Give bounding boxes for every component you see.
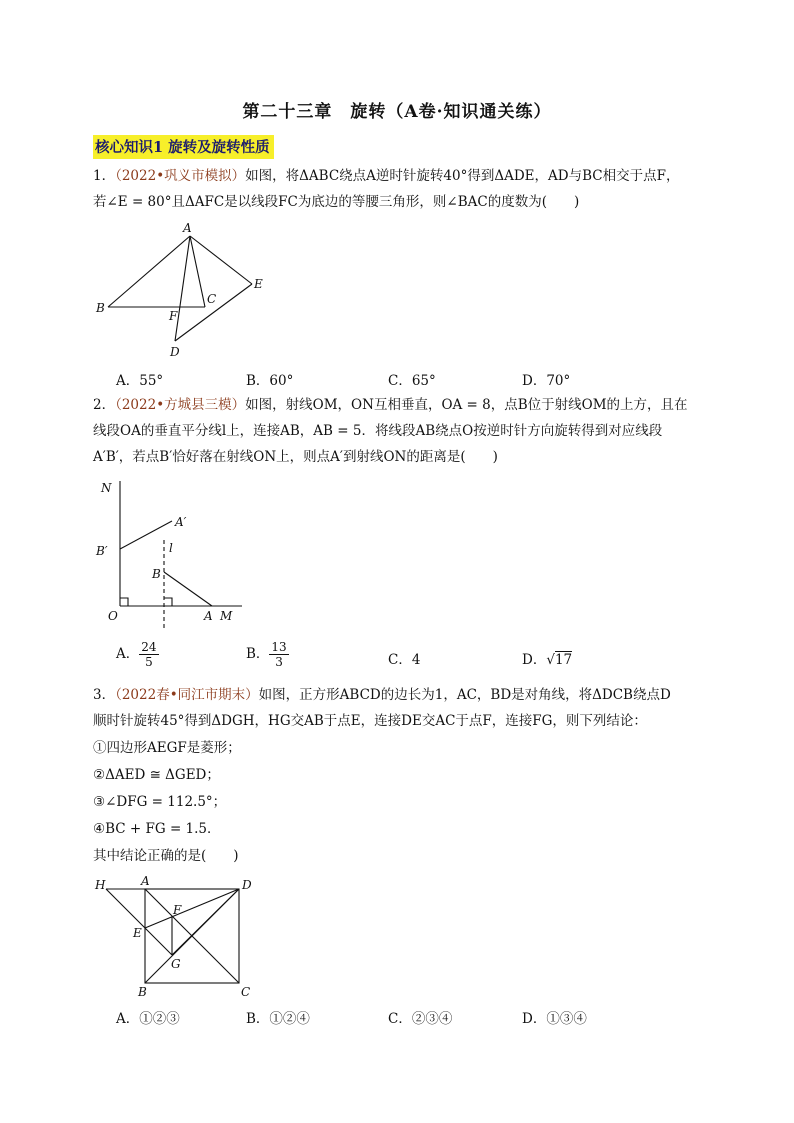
q3-source: （2022春•同江市期末） [115, 687, 259, 703]
q3-segment-DG [172, 889, 239, 955]
q2-label-N: N [101, 481, 112, 495]
q3-label-C: C [241, 985, 251, 999]
q3-option-b[interactable]: B．①②④ [246, 1011, 310, 1027]
q3-segment-DE [145, 889, 239, 928]
q2-option-b-denominator: 3 [275, 655, 283, 669]
q2-label-A1: A′ [175, 515, 187, 529]
q1-number: 1． [93, 168, 116, 184]
q1-option-c[interactable]: C．65° [388, 373, 436, 389]
q2-option-c[interactable]: C．4 [388, 652, 421, 668]
q3-stem-1: 如图，正方形ABCD的边长为1，AC，BD是对角线，将ΔDCB绕点D [258, 687, 671, 703]
q3-item-3: ③∠DFG = 112.5°； [93, 794, 227, 810]
q2-label-A: A [204, 609, 213, 623]
q3-item-1: ①四边形AEGF是菱形； [93, 740, 241, 756]
q3-segment-HG [106, 889, 172, 955]
q1-stem-2: 若∠E = 80°且ΔAFC是以线段FC为底边的等腰三角形，则∠BAC的度数为( ) [93, 194, 580, 210]
q2-option-d-prefix: D． [522, 652, 547, 668]
q2-label-M: M [220, 609, 233, 623]
q1-option-a[interactable]: A．55° [116, 373, 164, 389]
q3-ask: 其中结论正确的是( ) [93, 848, 239, 864]
q2-option-d-radicand: 17 [554, 652, 573, 668]
q1-option-b[interactable]: B．60° [246, 373, 294, 389]
q1-label-B: B [96, 301, 105, 315]
q2-label-O: O [108, 609, 118, 623]
page-title: 第二十三章 旋转（A卷·知识通关练） [242, 102, 552, 122]
q1-stem-1: 如图，将ΔABC绕点A逆时针旋转40°得到ΔADE，AD与BC相交于点F， [245, 168, 680, 184]
q2-option-a-prefix: A． [116, 646, 140, 662]
q2-number: 2． [93, 397, 116, 413]
q3-label-H: H [95, 878, 106, 892]
q3-label-G: G [171, 957, 181, 971]
q3-label-B: B [138, 985, 147, 999]
q2-label-l: l [169, 541, 173, 555]
section-heading: 核心知识1 旋转及旋转性质 [93, 135, 274, 159]
q2-stem-3: A′B′，若点B′恰好落在射线ON上，则点A′到射线ON的距离是( ) [93, 449, 498, 465]
q1-label-F: F [169, 309, 178, 323]
q1-label-D: D [170, 345, 180, 359]
q3-option-c[interactable]: C．②③④ [388, 1011, 453, 1027]
q3-label-F: F [173, 903, 182, 917]
q1-option-d[interactable]: D．70° [522, 373, 571, 389]
q2-option-a-denominator: 5 [145, 655, 153, 669]
q2-label-B1: B′ [96, 544, 108, 558]
q3-number: 3． [93, 687, 116, 703]
q3-label-E: E [133, 926, 142, 940]
q3-item-4: ④BC + FG = 1.5． [93, 821, 221, 837]
q3-item-2: ②ΔAED ≅ ΔGED； [93, 767, 220, 783]
q2-option-b-prefix: B． [246, 646, 270, 662]
q2-stem-2: 线段OA的垂直平分线l上，连接AB，AB = 5．将线段AB绕点O按逆时针方向旋转得到对应线段 [93, 423, 663, 439]
q1-label-A: A [183, 221, 192, 235]
q2-option-b-numerator: 13 [271, 640, 287, 654]
q2-source: （2022•方城县三模） [115, 397, 246, 413]
sqrt-icon: √ [546, 652, 555, 668]
q2-option-a-numerator: 24 [141, 640, 157, 654]
q1-label-C: C [207, 292, 217, 306]
q3-label-D: D [242, 878, 252, 892]
q3-option-d[interactable]: D．①③④ [522, 1011, 587, 1027]
q3-option-a[interactable]: A．①②③ [116, 1011, 180, 1027]
q2-stem-1: 如图，射线OM，ON互相垂直，OA = 8，点B位于射线OM的上方，且在 [245, 397, 688, 413]
q3-stem-2: 顺时针旋转45°得到ΔDGH，HG交AB于点E，连接DE交AC于点F，连接FG，则下列结论： [93, 713, 647, 729]
q1-source: （2022•巩义市模拟） [115, 168, 246, 184]
q2-label-B: B [152, 567, 161, 581]
q3-label-A: A [141, 874, 150, 888]
q1-label-E: E [254, 277, 263, 291]
